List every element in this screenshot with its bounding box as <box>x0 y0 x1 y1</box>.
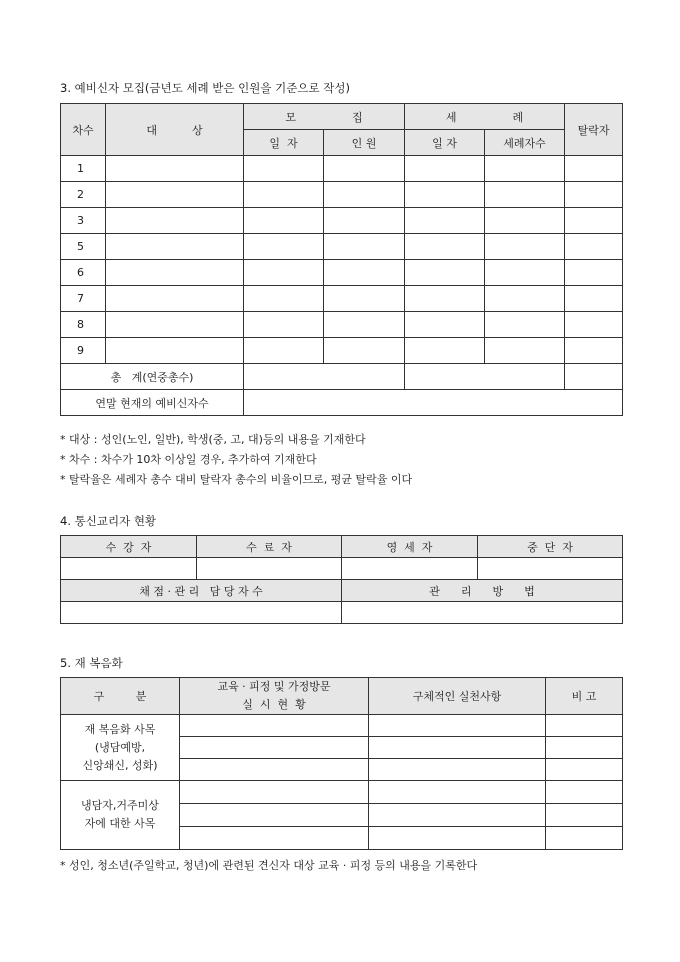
catechumen-table <box>60 103 623 416</box>
cell-recruit-date[interactable] <box>244 156 324 182</box>
cell-target[interactable] <box>106 312 244 338</box>
header-education <box>180 678 369 715</box>
cell-baptism-date[interactable] <box>405 338 485 364</box>
cell-baptism-date[interactable] <box>405 182 485 208</box>
header-target: 대 상 <box>106 104 244 156</box>
table-row <box>61 286 623 312</box>
cell-baptism-count[interactable] <box>485 182 565 208</box>
cell-recruit-count[interactable] <box>324 182 405 208</box>
round-number: 8 <box>61 312 106 338</box>
cell-remarks[interactable] <box>546 781 623 804</box>
cell-education[interactable] <box>180 781 369 804</box>
cell-education[interactable] <box>180 715 369 737</box>
cell-total-dropout[interactable] <box>565 364 623 390</box>
category-re-evangelization <box>61 715 180 781</box>
header-management-method: 관 리 방 법 <box>342 580 623 602</box>
cell-target[interactable] <box>106 208 244 234</box>
cell-enrolled[interactable] <box>61 558 197 580</box>
cell-education[interactable] <box>180 804 369 827</box>
cell-remarks[interactable] <box>546 715 623 737</box>
cell-practice[interactable] <box>369 781 546 804</box>
cell-remarks[interactable] <box>546 804 623 827</box>
cell-education[interactable] <box>180 759 369 781</box>
cell-baptism-date[interactable] <box>405 286 485 312</box>
table-row <box>61 182 623 208</box>
round-number: 5 <box>61 234 106 260</box>
cell-baptism-date[interactable] <box>405 234 485 260</box>
cell-total-baptism[interactable] <box>405 364 565 390</box>
cell-baptism-date[interactable] <box>405 208 485 234</box>
correspondence-table <box>60 535 623 624</box>
table-row <box>61 208 623 234</box>
cell-baptism-date[interactable] <box>405 156 485 182</box>
cell-recruit-count[interactable] <box>324 260 405 286</box>
total-row <box>61 364 623 390</box>
cell-recruit-date[interactable] <box>244 338 324 364</box>
table-row <box>61 234 623 260</box>
header-discontinued: 중 단 자 <box>478 536 623 558</box>
section3-title: 3. 예비신자 모집(금년도 세례 받은 인원을 기준으로 작성) <box>60 81 350 95</box>
cell-recruit-count[interactable] <box>324 312 405 338</box>
cell-recruit-count[interactable] <box>324 156 405 182</box>
cell-dropout[interactable] <box>565 286 623 312</box>
category-line: 신앙쇄신, 성화) <box>82 758 158 772</box>
table-row <box>61 260 623 286</box>
total-label: 총 계(연중총수) <box>61 364 244 390</box>
cell-remarks[interactable] <box>546 827 623 850</box>
cell-target[interactable] <box>106 182 244 208</box>
cell-baptism-count[interactable] <box>485 156 565 182</box>
yearend-label: 연말 현재의 예비신자수 <box>61 390 244 416</box>
cell-practice[interactable] <box>369 715 546 737</box>
header-enrolled: 수 강 자 <box>61 536 197 558</box>
cell-baptism-count[interactable] <box>485 286 565 312</box>
header-recruit-count: 인 원 <box>324 130 405 156</box>
header-completed: 수 료 자 <box>197 536 342 558</box>
round-number: 3 <box>61 208 106 234</box>
cell-practice[interactable] <box>369 737 546 759</box>
round-number: 9 <box>61 338 106 364</box>
category-line: 자에 대한 사목 <box>84 817 156 830</box>
category-line: 냉담자,거주미상 <box>81 799 159 812</box>
header-baptism: 세 례 <box>405 104 565 130</box>
cell-recruit-date[interactable] <box>244 208 324 234</box>
header-round: 차수 <box>61 104 106 156</box>
cell-target[interactable] <box>106 286 244 312</box>
header-recruit-date: 일 자 <box>244 130 324 156</box>
header-baptism-count: 세례자수 <box>485 130 565 156</box>
cell-baptism-count[interactable] <box>485 260 565 286</box>
header-dropout: 탈락자 <box>565 104 623 156</box>
cell-practice[interactable] <box>369 759 546 781</box>
yearend-row <box>61 390 623 416</box>
header-education-line2: 실 시 현 황 <box>242 698 306 711</box>
header-education-line1: 교육 · 피정 및 가정방문 <box>217 680 331 693</box>
cell-target[interactable] <box>106 260 244 286</box>
cell-education[interactable] <box>180 737 369 759</box>
cell-target[interactable] <box>106 234 244 260</box>
cell-recruit-count[interactable] <box>324 234 405 260</box>
cell-recruit-count[interactable] <box>324 286 405 312</box>
note-target: * 대상 : 성인(노인, 일반), 학생(중, 고, 대)등의 내용을 기재한다 <box>60 433 366 446</box>
header-manager-count: 채 점 · 관 리 담 당 자 수 <box>61 580 342 602</box>
cell-dropout[interactable] <box>565 208 623 234</box>
cell-recruit-count[interactable] <box>324 338 405 364</box>
header-practice: 구체적인 실천사항 <box>369 678 546 715</box>
note-round: * 차수 : 차수가 10차 이상일 경우, 추가하여 기재한다 <box>60 453 317 466</box>
cell-dropout[interactable] <box>565 156 623 182</box>
cell-yearend-count[interactable] <box>244 390 623 416</box>
cell-baptism-count[interactable] <box>485 208 565 234</box>
round-number: 1 <box>61 156 106 182</box>
cell-baptism-count[interactable] <box>485 312 565 338</box>
round-number: 6 <box>61 260 106 286</box>
cell-recruit-date[interactable] <box>244 234 324 260</box>
header-baptism-date: 일 자 <box>405 130 485 156</box>
cell-remarks[interactable] <box>546 759 623 781</box>
cell-practice[interactable] <box>369 804 546 827</box>
cell-education[interactable] <box>180 827 369 850</box>
section5-title: 5. 재 복음화 <box>60 656 123 670</box>
category-line: (냉담예방, <box>94 740 146 754</box>
cell-manager-count[interactable] <box>61 602 342 624</box>
cell-dropout[interactable] <box>565 182 623 208</box>
table-row <box>61 156 623 182</box>
note-section5: * 성인, 청소년(주일학교, 청년)에 관련된 견신자 대상 교육 · 피정 등의 내용을 기록한다 <box>60 859 478 872</box>
header-category: 구 분 <box>61 678 180 715</box>
cell-completed[interactable] <box>197 558 342 580</box>
category-lapsed-ministry <box>61 781 180 850</box>
header-remarks: 비 고 <box>546 678 623 715</box>
cell-target[interactable] <box>106 338 244 364</box>
cell-discontinued[interactable] <box>478 558 623 580</box>
cell-recruit-count[interactable] <box>324 208 405 234</box>
section4-title: 4. 통신교리자 현황 <box>60 514 157 528</box>
round-number: 7 <box>61 286 106 312</box>
cell-baptism-count[interactable] <box>485 338 565 364</box>
cell-dropout[interactable] <box>565 234 623 260</box>
cell-recruit-date[interactable] <box>244 182 324 208</box>
cell-target[interactable] <box>106 156 244 182</box>
table-row <box>61 338 623 364</box>
cell-practice[interactable] <box>369 827 546 850</box>
header-recruit: 모 집 <box>244 104 405 130</box>
re-evangelization-table <box>60 677 623 850</box>
cell-recruit-date[interactable] <box>244 260 324 286</box>
note-dropout: * 탈락율은 세례자 총수 대비 탈락자 총수의 비율이므로, 평균 탈락율 이다 <box>60 473 413 486</box>
cell-dropout[interactable] <box>565 312 623 338</box>
cell-remarks[interactable] <box>546 737 623 759</box>
table-row <box>61 312 623 338</box>
round-number: 2 <box>61 182 106 208</box>
cell-management-method[interactable] <box>342 602 623 624</box>
cell-baptized[interactable] <box>342 558 478 580</box>
cell-recruit-date[interactable] <box>244 286 324 312</box>
header-baptized: 영 세 자 <box>342 536 478 558</box>
cell-dropout[interactable] <box>565 338 623 364</box>
category-line: 재 복음화 사목 <box>84 722 156 736</box>
cell-baptism-count[interactable] <box>485 234 565 260</box>
cell-baptism-date[interactable] <box>405 260 485 286</box>
cell-baptism-date[interactable] <box>405 312 485 338</box>
cell-total-recruit[interactable] <box>244 364 405 390</box>
cell-dropout[interactable] <box>565 260 623 286</box>
cell-recruit-date[interactable] <box>244 312 324 338</box>
